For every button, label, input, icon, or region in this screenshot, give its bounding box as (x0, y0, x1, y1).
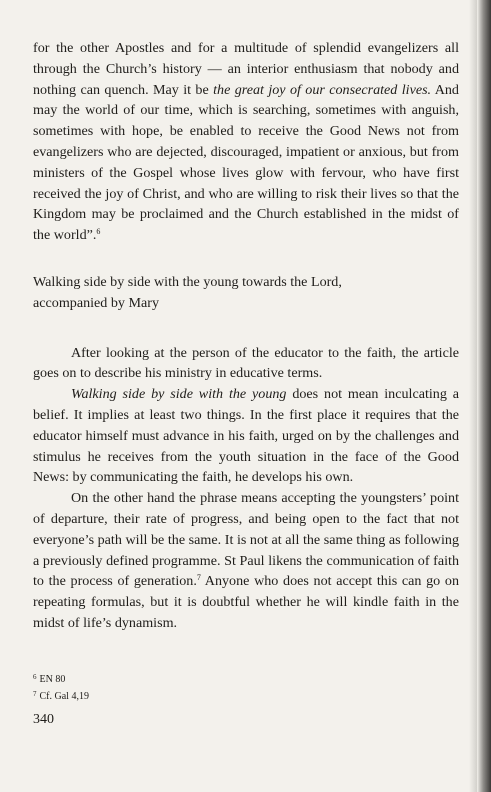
footnotes (33, 670, 89, 704)
footnote-ref-6: 6 (96, 227, 101, 237)
italic-phrase: the great joy of our consecrated lives. (213, 81, 432, 98)
page-body (33, 38, 459, 634)
section-heading-line-1: Walking side by side with the young towards the Lord, (33, 273, 342, 290)
footnote-6: $^6$ EN 80 (33, 673, 66, 685)
page-number: 340 (33, 712, 54, 727)
page-edge-shadow (469, 0, 477, 792)
footnote-7: $^7$ Cf. Gal 4,19 (33, 690, 89, 702)
italic-phrase: Walking side by side with the young (71, 386, 287, 403)
paragraph-3: Walking side by side with the young does not mean inculcating a belief. It implies at least two things. In the first place it requires that the educator himself must advance in his faith, urged on by the challenges and stimulus he receives from the youth situation in the face of the Good News: by communicating the faith, he develops his own. (33, 386, 459, 486)
section-heading-line-2: accompanied by Mary (33, 294, 160, 311)
paragraph-1: for the other Apostles and for a multitude of splendid evangelizers all through the Church’s history — an interior enthusiasm that nobody and nothing can quench. May it be the great joy of our consecrated lives. And may the world of our time, which is searching, sometimes with anguish, sometimes with hope, be enabled to receive the Good News not from evangelizers who are dejected, discouraged, impatient or anxious, but from ministers of the Gospel whose lives glow with fervour, who have first received the joy of Christ, and who are willing to risk their lives so that the Kingdom may be proclaimed and the Church established in the midst of the world”.$^6$ (33, 40, 459, 244)
paragraph-4: On the other hand the phrase means accepting the youngsters’ point of departure, their rate of progress, and being open to the fact that not everyone’s path will be the same. It is not at all the same thing as following a previously defined programme. St Paul likens the communication of faith to the process of generation.$^7$ Anyone who does not accept this can go on repeating formulas, but it is doubtful whether he will kindle faith in the midst of life’s dynamism. (33, 490, 459, 631)
page-edge (477, 0, 491, 792)
section-heading (33, 272, 459, 314)
footnote-ref-7: 7 (196, 573, 201, 583)
paragraph-2: After looking at the person of the educator to the faith, the article goes on to describe his ministry in educative terms. (33, 344, 459, 382)
